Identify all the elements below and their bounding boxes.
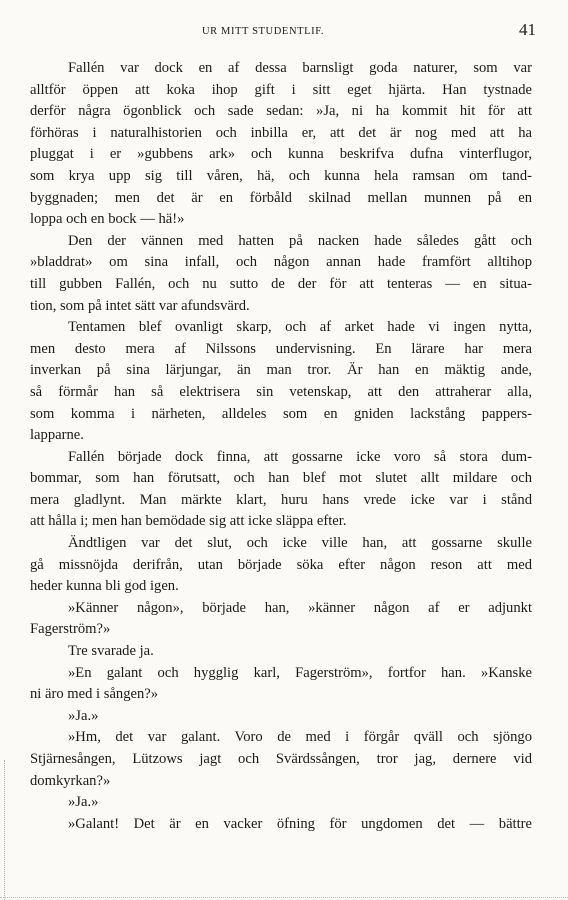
text-line: gå missnöjda derifrån, utan började söka efter någon reson att med xyxy=(30,556,532,573)
text-line: »Ja.» xyxy=(68,707,99,724)
text-line: Fallén var dock en af dessa barnsligt goda naturer, som var xyxy=(68,60,532,76)
text-line: Ändtligen var det slut, och icke ville han, att gossarne skulle xyxy=(68,535,532,552)
running-title: UR MITT STUDENTLIF. xyxy=(202,26,325,37)
page-number: 41 xyxy=(519,20,536,39)
text-line: som komma i närheten, alldeles som en gniden lackstång pappers- xyxy=(30,405,532,422)
text-line: pluggat i er »gubbens ark» och kunna beskrifva dufna vinterflugor, xyxy=(30,146,532,163)
text-line: heder kunna bli god igen. xyxy=(30,578,179,595)
text-line: att hålla i; men han bemödade sig att icke släppa efter. xyxy=(30,513,347,530)
text-line: Tre svarade ja. xyxy=(68,643,154,660)
text-line: inverkan på sina lärjungar, än man tror. Är han en mäktig ande, xyxy=(30,362,532,379)
text-line: så förmår han så elektrisera sin vetenskap, att den attraherar alla, xyxy=(30,383,532,400)
text-line: bommar, som han förutsatt, och han blef mot slutet allt mildare och xyxy=(30,470,532,487)
body-text xyxy=(30,58,532,835)
text-line: Fallén började dock finna, att gossarne icke voro så stora dum- xyxy=(68,448,532,465)
page-header xyxy=(30,18,536,44)
text-line: lapparne. xyxy=(30,427,84,444)
text-line: ni äro med i sången?» xyxy=(30,686,159,703)
text-line: som krya upp sig till våren, hä, och kunna hela ramsan om tand- xyxy=(30,167,532,184)
text-line: Fagerström?» xyxy=(30,621,111,638)
text-line: Den der vännen med hatten på nacken hade således gått och xyxy=(68,232,532,249)
text-line: »Galant! Det är en vacker öfning för ungdomen det — bättre xyxy=(68,815,532,832)
text-line: Tentamen blef ovanligt skarp, och af arket hade vi ingen nytta, xyxy=(68,319,532,336)
text-line: tion, som på intet sätt var afundsvärd. xyxy=(30,297,250,314)
text-line: »bladdrat» om sina infall, och någon annan hade framfört alltihop xyxy=(30,254,532,271)
text-line: derför några ögonblick och sade sedan: »Ja, ni ha kommit hit för att xyxy=(30,103,532,120)
text-line: domkyrkan?» xyxy=(30,772,111,789)
text-line: byggnaden; men det är en förbåld skilnad mellan munnen på en xyxy=(30,189,532,206)
text-line: »Ja.» xyxy=(68,794,99,811)
text-line: »Hm, det var galant. Voro de med i förgår qväll och sjöngo xyxy=(68,729,532,746)
text-line: till gubben Fallén, och nu sutto de der för att tenteras — en situa- xyxy=(30,275,532,292)
text-line: men desto mera af Nilssons undervisning. En lärare har mera xyxy=(30,340,532,357)
margin-scan-artifact xyxy=(4,760,7,900)
text-line: Stjärnesången, Lützows jagt och Svärdssången, tror jag, dernere vid xyxy=(30,751,532,767)
text-line: loppa och en bock — hä!» xyxy=(30,211,185,228)
text-line: mera gladlynt. Man märkte klart, huru hans vrede icke var i stånd xyxy=(30,491,532,508)
text-line: »En galant och hygglig karl, Fagerström», fortfor han. »Kanske xyxy=(68,664,532,681)
bottom-scan-artifact xyxy=(0,896,568,898)
text-line: förhöras i naturalhistorien och inbilla er, att det är nog med att ha xyxy=(30,124,532,141)
text-line: »Känner någon», började han, »känner någon af er adjunkt xyxy=(68,599,532,616)
text-line: alltför öppen att koka ihop gift i sitt eget hjärta. Han tystnade xyxy=(30,81,532,98)
